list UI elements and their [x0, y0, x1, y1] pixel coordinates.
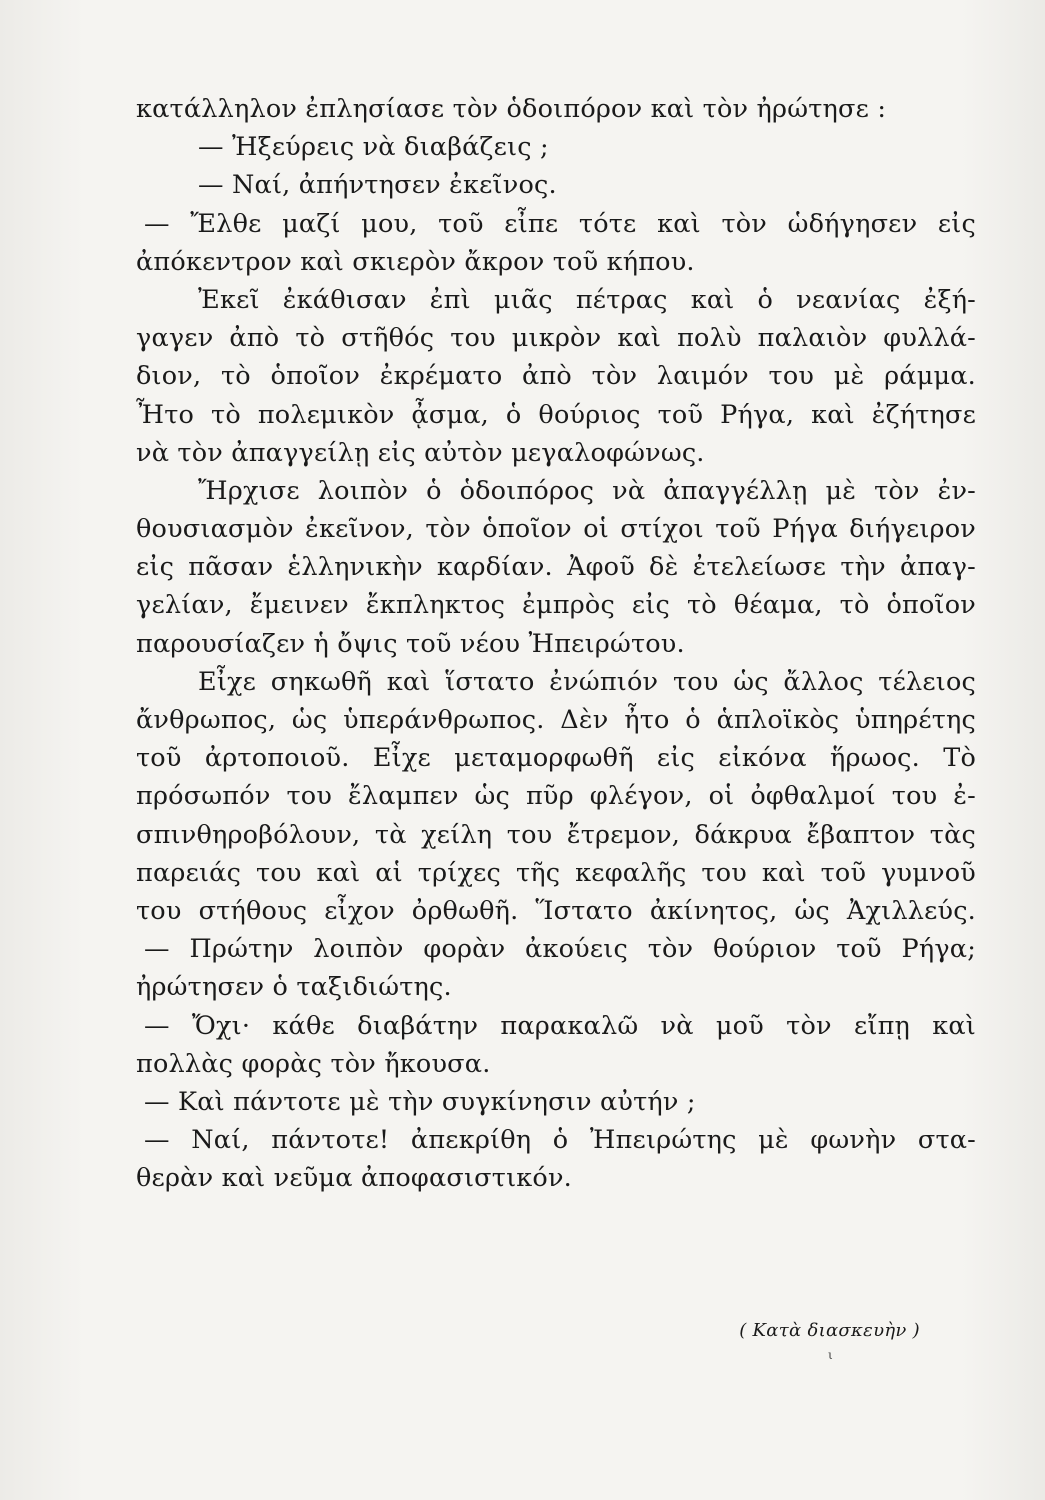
source-note: ( Κατὰ διασκευὴν ): [739, 1320, 920, 1341]
dialogue-line: — Ὄχι· κάθε διαβάτην παρακαλῶ νὰ μοῦ τὸν εἴπῃ καὶ: [144, 1010, 976, 1041]
text-line: τοῦ ἀρτοποιοῦ. Εἶχε μεταμορφωθῆ εἰς εἰκόνα ἥρωος. Τὸ: [136, 743, 976, 774]
text-line: θουσιασμὸν ἐκεῖνον, τὸν ὁποῖον οἱ στίχοι τοῦ Ρήγα διήγειρον: [136, 514, 976, 545]
body-text: [136, 90, 976, 1197]
dialogue-line: — Πρώτην λοιπὸν φορὰν ἀκούεις τὸν θούριον τοῦ Ρήγα;: [144, 934, 976, 965]
text-line: πολλὰς φορὰς τὸν ἤκουσα.: [136, 1048, 491, 1079]
text-line: σπινθηροβόλουν, τὰ χείλη του ἔτρεμον, δάκρυα ἔβαπτον τὰς: [136, 819, 976, 850]
paragraph-start-line: Ἤρχισε λοιπὸν ὁ ὁδοιπόρος νὰ ἀπαγγέλλῃ μὲ τὸν ἐν-: [198, 475, 976, 506]
dialogue-line: — Καὶ πάντοτε μὲ τὴν συγκίνησιν αὐτήν ;: [144, 1086, 696, 1117]
text-line: θερὰν καὶ νεῦμα ἀποφασιστικόν.: [136, 1163, 572, 1194]
text-line: παρειάς του καὶ αἱ τρίχες τῆς κεφαλῆς του καὶ τοῦ γυμνοῦ: [136, 857, 976, 888]
text-line: διον, τὸ ὁποῖον ἐκρέματο ἀπὸ τὸν λαιμόν του μὲ ράμμα.: [136, 361, 976, 392]
text-line: ἠρώτησεν ὁ ταξιδιώτης.: [136, 972, 452, 1003]
dialogue-line: — Ναί, ἀπήντησεν ἐκεῖνος.: [198, 170, 557, 201]
text-line: κατάλληλον ἐπλησίασε τὸν ὁδοιπόρον καὶ τὸν ἠρώτησε :: [136, 94, 887, 124]
text-line: παρουσίαζεν ἡ ὄψις τοῦ νέου Ἠπειρώτου.: [136, 628, 685, 659]
dialogue-line: — Ἠξεύρεις νὰ διαβάζεις ;: [198, 132, 549, 163]
text-line: ἄνθρωπος, ὡς ὑπεράνθρωπος. Δὲν ἦτο ὁ ἁπλοϊκὸς ὑπηρέτης: [136, 705, 976, 735]
text-line: γελίαν, ἔμεινεν ἔκπληκτος ἐμπρὸς εἰς τὸ θέαμα, τὸ ὁποῖον: [136, 590, 976, 621]
text-line: Ἦτο τὸ πολεμικὸν ᾆσμα, ὁ θούριος τοῦ Ρήγα, καὶ ἐζήτησε: [136, 399, 976, 430]
dialogue-line: — Ἔλθε μαζί μου, τοῦ εἶπε τότε καὶ τὸν ὡδήγησεν εἰς: [144, 208, 976, 239]
stray-mark: ι: [828, 1348, 833, 1362]
paragraph-start-line: Εἶχε σηκωθῆ καὶ ἵστατο ἐνώπιόν του ὡς ἄλλος τέλειος: [198, 666, 976, 697]
text-line: πρόσωπόν του ἔλαμπεν ὡς πῦρ φλέγον, οἱ ὀφθαλμοί του ἐ-: [136, 781, 976, 812]
text-line: γαγεν ἀπὸ τὸ στῆθός του μικρὸν καὶ πολὺ παλαιὸν φυλλά-: [136, 323, 976, 354]
text-line: νὰ τὸν ἀπαγγείλῃ εἰς αὐτὸν μεγαλοφώνως.: [136, 437, 705, 468]
dialogue-line: — Ναί, πάντοτε! ἀπεκρίθη ὁ Ἠπειρώτης μὲ φωνὴν στα-: [144, 1125, 976, 1156]
text-line: ἀπόκεντρον καὶ σκιερὸν ἄκρον τοῦ κήπου.: [136, 246, 695, 277]
text-line: εἰς πᾶσαν ἑλληνικὴν καρδίαν. Ἀφοῦ δὲ ἐτελείωσε τὴν ἀπαγ-: [136, 552, 976, 583]
text-line: του στήθους εἶχον ὀρθωθῆ. Ἵστατο ἀκίνητος, ὡς Ἀχιλλεύς.: [136, 895, 976, 926]
paragraph-start-line: Ἐκεῖ ἐκάθισαν ἐπὶ μιᾶς πέτρας καὶ ὁ νεανίας ἐξή-: [198, 284, 976, 315]
